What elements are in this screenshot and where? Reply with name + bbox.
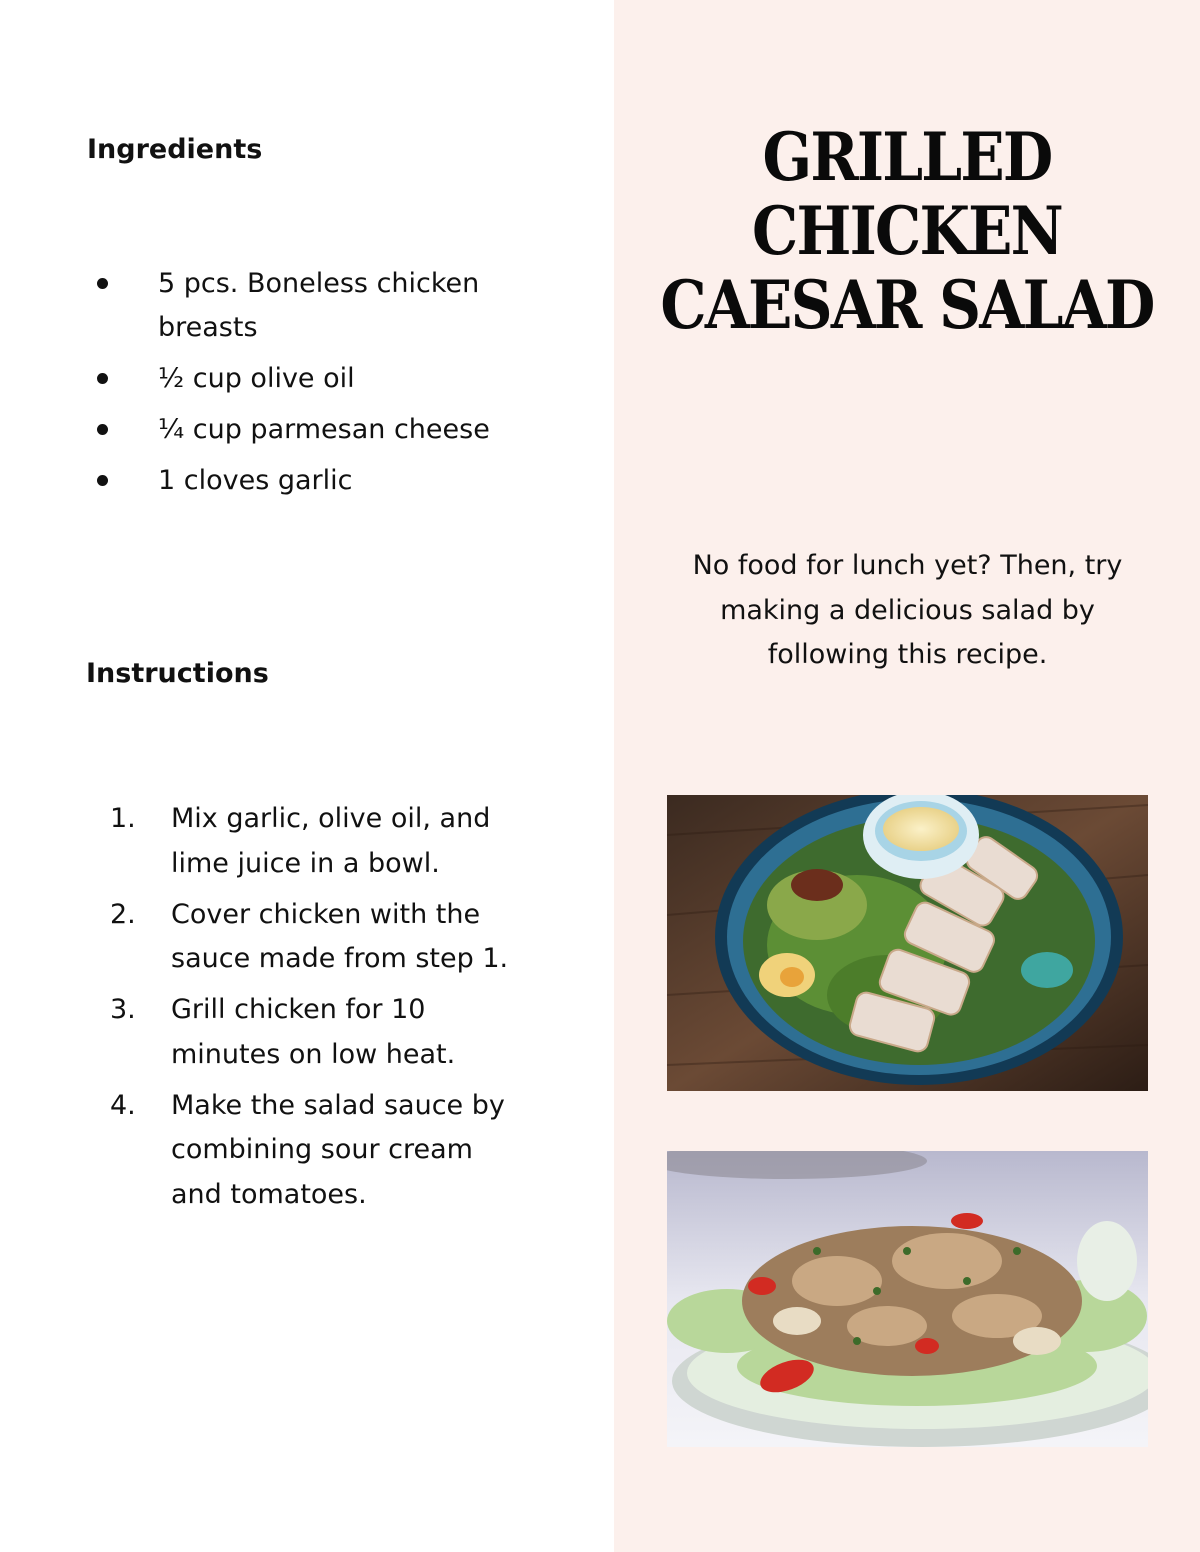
salad-bowl-photo	[667, 795, 1148, 1091]
step-number: 1.	[110, 803, 136, 834]
list-item	[110, 797, 530, 886]
step-text: Cover chicken with the sauce made from step 1.	[171, 898, 509, 974]
list-item	[110, 1084, 530, 1218]
recipe-intro: No food for lunch yet? Then, try making a delicious salad by following this recipe.	[692, 550, 1123, 670]
step-text: Grill chicken for 10 minutes on low heat.	[171, 994, 456, 1070]
step-text: Mix garlic, olive oil, and lime juice in a bowl.	[171, 803, 491, 879]
title-line: GRILLED	[762, 118, 1052, 196]
ingredient-text: 1 cloves garlic	[158, 465, 353, 496]
step-number: 2.	[110, 898, 136, 930]
step-number: 3.	[110, 994, 136, 1025]
list-item	[97, 262, 517, 350]
ingredients-list	[97, 262, 517, 510]
step-number: 4.	[110, 1089, 136, 1121]
recipe-title	[649, 120, 1165, 342]
bullet-icon	[97, 475, 108, 486]
instructions-list	[110, 797, 530, 1224]
list-item	[110, 988, 530, 1077]
title-line: CHICKEN	[751, 192, 1063, 270]
ingredient-text: 5 pcs. Boneless chicken breasts	[158, 268, 480, 343]
ingredients-heading: Ingredients	[87, 134, 263, 165]
step-text: Make the salad sauce by combining sour cream and tomatoes.	[171, 1089, 505, 1210]
chicken-salad-plate-photo	[667, 1151, 1148, 1447]
bullet-icon	[97, 424, 108, 435]
list-item	[97, 357, 517, 401]
bullet-icon	[97, 373, 108, 384]
ingredient-text: ½ cup olive oil	[158, 363, 355, 394]
list-item	[110, 893, 530, 982]
ingredient-text: ¼ cup parmesan cheese	[158, 414, 490, 445]
list-item	[97, 408, 517, 452]
instructions-heading: Instructions	[86, 658, 269, 689]
title-line: CAESAR SALAD	[660, 266, 1154, 344]
list-item	[97, 459, 517, 503]
bullet-icon	[97, 278, 108, 289]
